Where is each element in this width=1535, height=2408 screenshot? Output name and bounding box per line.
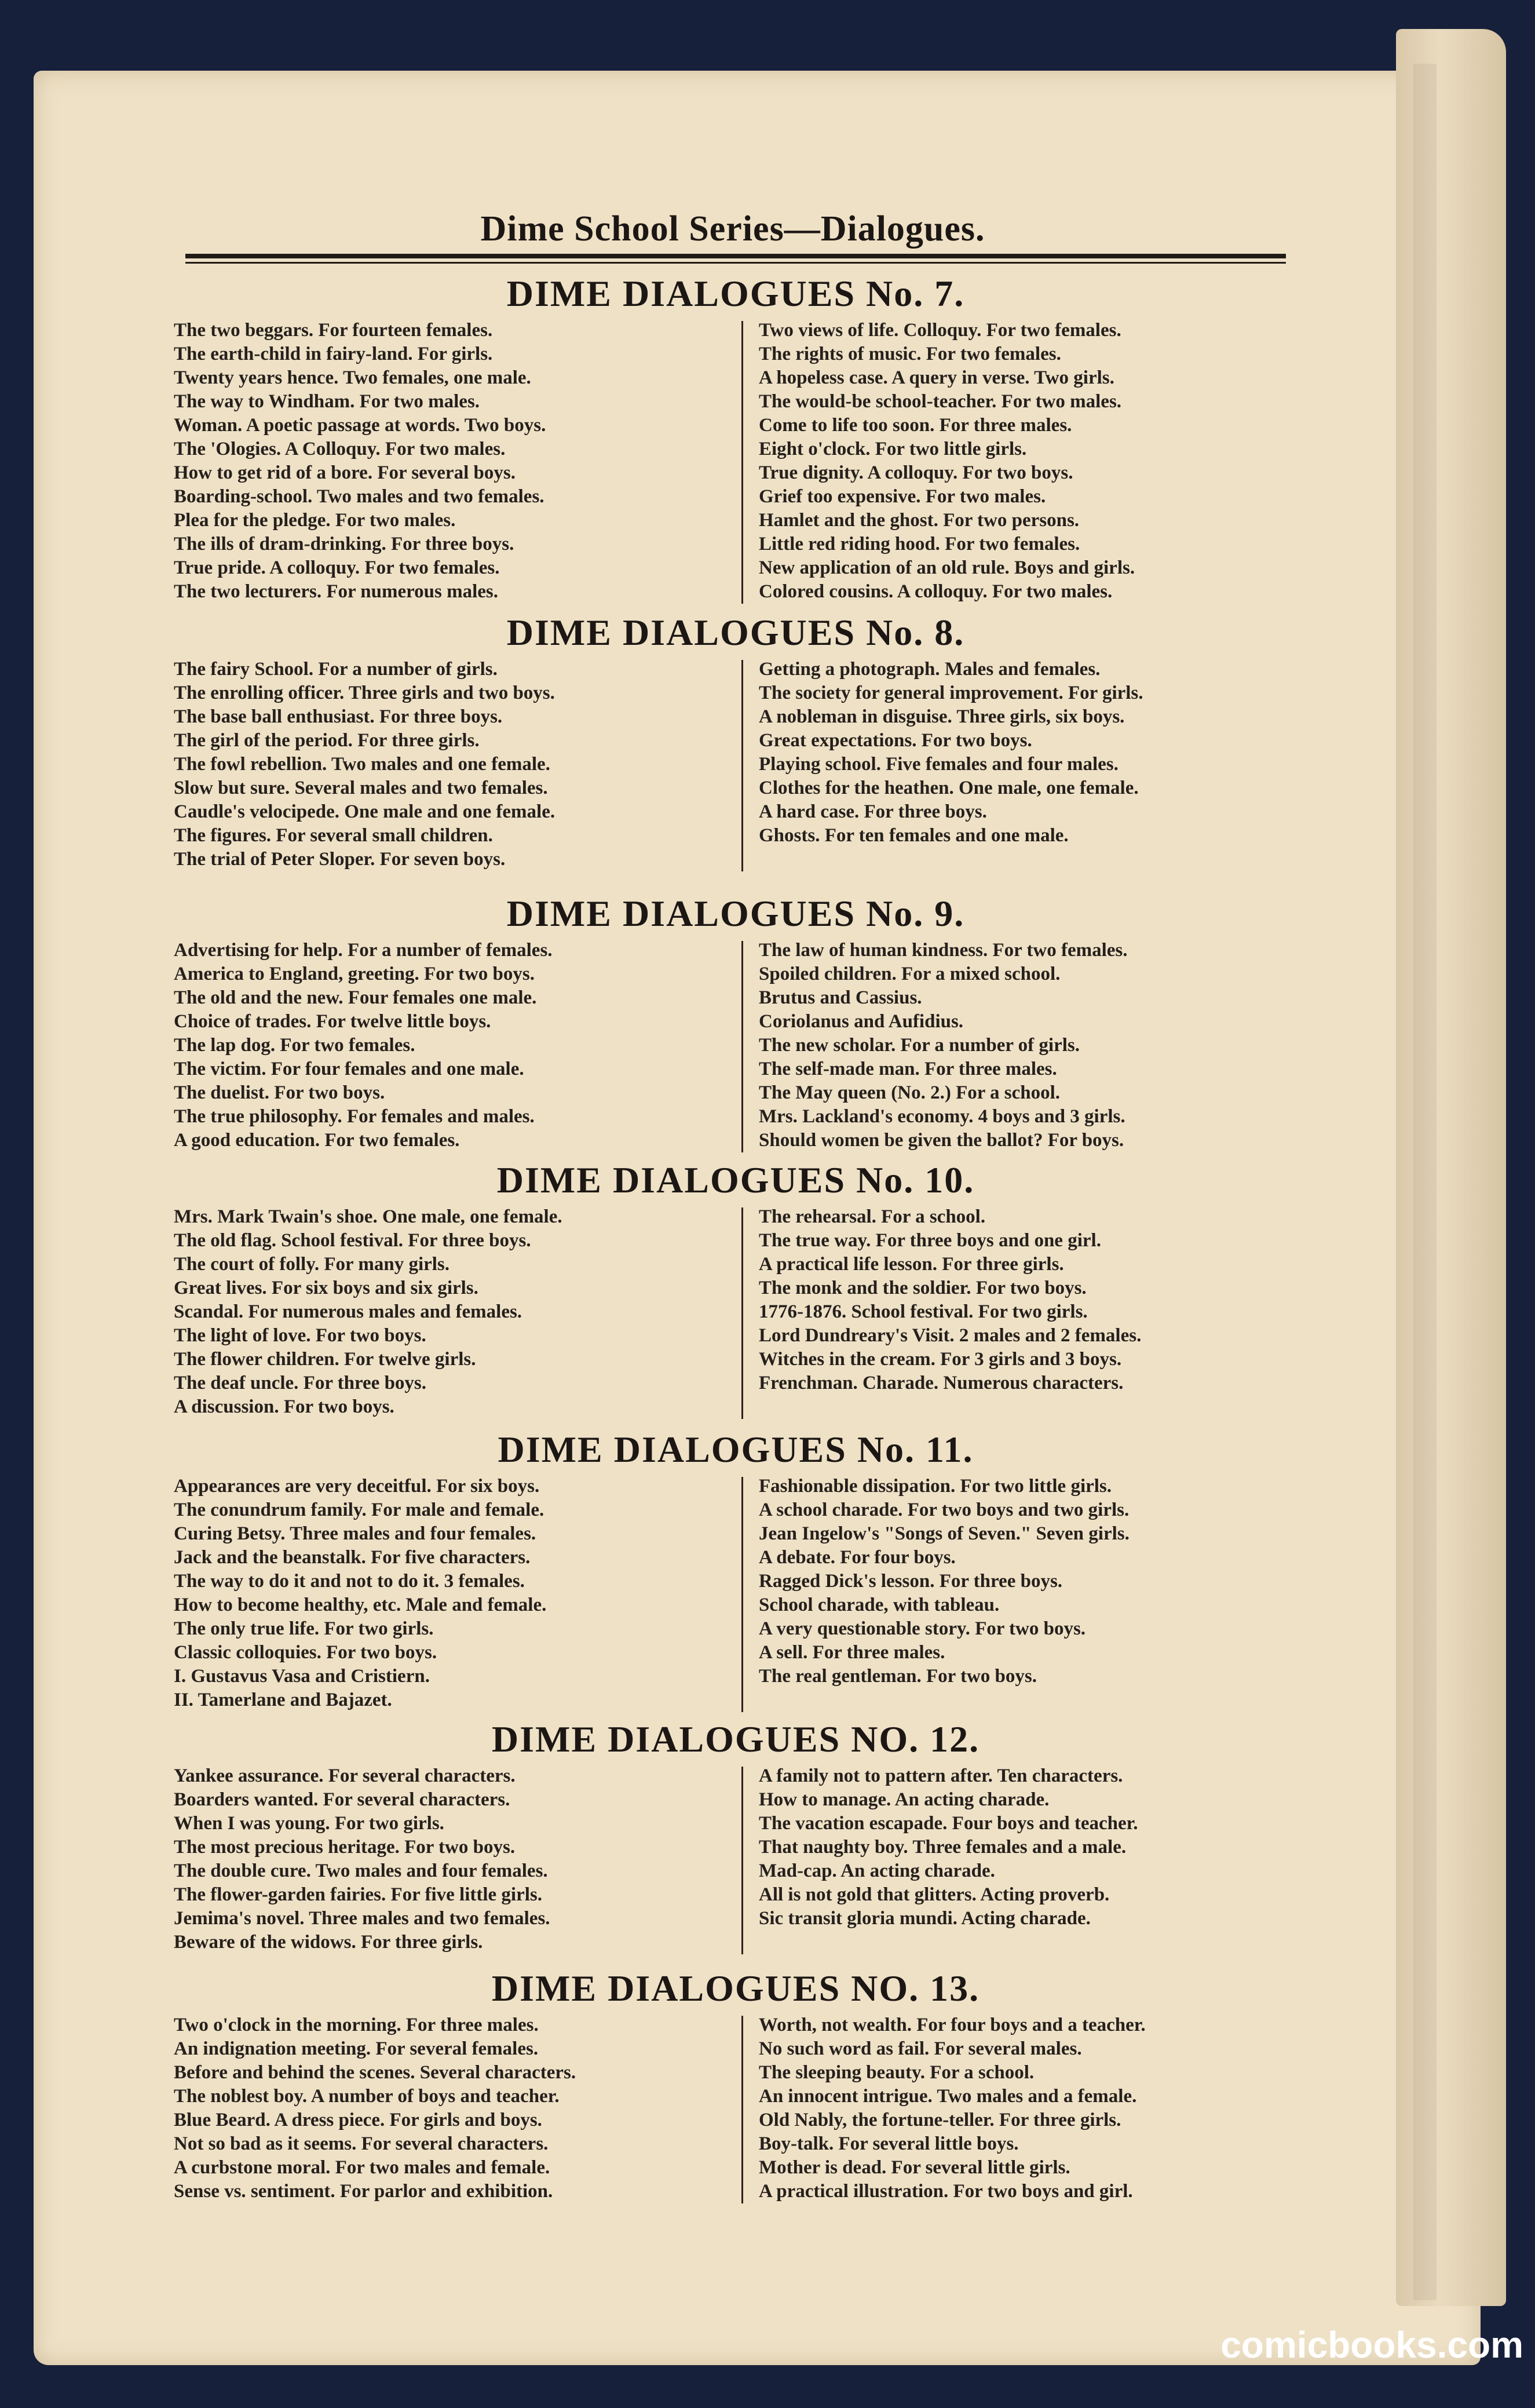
dialogue-entry: Witches in the cream. For 3 girls and 3 boys. <box>759 1349 1122 1370</box>
dialogue-entry: An indignation meeting. For several females. <box>174 2038 539 2059</box>
dialogue-entry: Beware of the widows. For three girls. <box>174 1932 483 1953</box>
dialogue-entry: The conundrum family. For male and female. <box>174 1499 544 1520</box>
dialogue-entry: The monk and the soldier. For two boys. <box>759 1278 1087 1298</box>
left-column <box>174 658 724 871</box>
dialogue-entry: The double cure. Two males and four females. <box>174 1860 548 1881</box>
page-gutter-shadow <box>1413 64 1437 2300</box>
dialogue-entry: Curing Betsy. Three males and four females. <box>174 1523 536 1544</box>
column-divider <box>741 321 743 604</box>
dialogue-entry: A sell. For three males. <box>759 1642 945 1663</box>
dialogue-entry: A practical life lesson. For three girls. <box>759 1254 1064 1275</box>
column-divider <box>741 941 743 1152</box>
dialogue-entry: Before and behind the scenes. Several characters. <box>174 2062 576 2083</box>
dialogue-entry: The law of human kindness. For two females. <box>759 940 1128 961</box>
dialogue-entry: School charade, with tableau. <box>759 1595 1000 1615</box>
dialogue-entry: Classic colloquies. For two boys. <box>174 1642 437 1663</box>
section-title: DIME DIALOGUES No. 9. <box>506 893 965 934</box>
dialogue-entry: The court of folly. For many girls. <box>174 1254 450 1275</box>
dialogue-entry: The society for general improvement. For girls. <box>759 683 1143 703</box>
column-divider <box>741 1767 743 1954</box>
dialogue-entry: No such word as fail. For several males. <box>759 2038 1082 2059</box>
dialogue-entry: True dignity. A colloquy. For two boys. <box>759 462 1073 483</box>
dialogue-entry: Mrs. Mark Twain's shoe. One male, one female. <box>174 1206 562 1227</box>
right-column <box>759 658 1309 848</box>
dialogue-entry: Spoiled children. For a mixed school. <box>759 964 1061 984</box>
dialogue-entry: All is not gold that glitters. Acting proverb. <box>759 1884 1110 1905</box>
dialogue-entry: A family not to pattern after. Ten characters. <box>759 1765 1123 1786</box>
dialogue-entry: I. Gustavus Vasa and Cristiern. <box>174 1666 430 1687</box>
dialogue-entry: Plea for the pledge. For two males. <box>174 510 456 531</box>
dialogue-entry: Ghosts. For ten females and one male. <box>759 825 1069 846</box>
dialogue-entry: A school charade. For two boys and two girls. <box>759 1499 1130 1520</box>
section-title: DIME DIALOGUES No. 11. <box>498 1429 974 1470</box>
dialogue-entry: Eight o'clock. For two little girls. <box>759 439 1027 459</box>
column-divider <box>741 660 743 871</box>
watermark: comicbooks.com <box>1220 2324 1523 2366</box>
dialogue-entry: Ragged Dick's lesson. For three boys. <box>759 1571 1063 1592</box>
dialogue-entry: The old and the new. Four females one male. <box>174 987 537 1008</box>
dialogue-entry: Getting a photograph. Males and females. <box>759 659 1101 680</box>
dialogue-entry: The fowl rebellion. Two males and one female. <box>174 754 550 775</box>
dialogue-entry: A very questionable story. For two boys. <box>759 1618 1086 1639</box>
dialogue-entry: The only true life. For two girls. <box>174 1618 434 1639</box>
dialogue-entry: Great expectations. For two boys. <box>759 730 1032 751</box>
dialogue-entry: The would-be school-teacher. For two males. <box>759 391 1122 412</box>
right-column <box>759 1764 1309 1931</box>
dialogue-entry: The 'Ologies. A Colloquy. For two males. <box>174 439 506 459</box>
dialogue-entry: Should women be given the ballot? For boys. <box>759 1130 1124 1151</box>
dialogue-entry: Woman. A poetic passage at words. Two boys. <box>174 415 546 436</box>
dialogue-entry: A practical illustration. For two boys and girl. <box>759 2181 1133 2202</box>
dialogue-entry: A discussion. For two boys. <box>174 1396 394 1417</box>
dialogue-entry: The victim. For four females and one male. <box>174 1059 524 1079</box>
dialogue-entry: How to become healthy, etc. Male and female. <box>174 1595 547 1615</box>
dialogue-entry: The duelist. For two boys. <box>174 1082 385 1103</box>
dialogue-entry: Caudle's velocipede. One male and one female. <box>174 801 555 822</box>
dialogue-entry: The deaf uncle. For three boys. <box>174 1373 427 1393</box>
column-divider <box>741 1477 743 1712</box>
dialogue-entry: Jemima's novel. Three males and two females. <box>174 1908 550 1929</box>
header-rule-thin <box>185 262 1286 264</box>
series-header: Dime School Series—Dialogues. <box>480 209 985 249</box>
dialogue-entry: Mother is dead. For several little girls. <box>759 2157 1070 2178</box>
section-title: DIME DIALOGUES No. 8. <box>506 612 965 653</box>
dialogue-entry: The girl of the period. For three girls. <box>174 730 480 751</box>
section-title: DIME DIALOGUES NO. 13. <box>491 1968 980 2009</box>
dialogue-entry: A debate. For four boys. <box>759 1547 956 1568</box>
left-column <box>174 939 724 1152</box>
dialogue-entry: The light of love. For two boys. <box>174 1325 426 1346</box>
dialogue-entry: The two lecturers. For numerous males. <box>174 581 499 602</box>
dialogue-entry: Mrs. Lackland's economy. 4 boys and 3 girls. <box>759 1106 1125 1127</box>
dialogue-entry: Great lives. For six boys and six girls. <box>174 1278 478 1298</box>
dialogue-entry: Sic transit gloria mundi. Acting charade. <box>759 1908 1091 1929</box>
page-fold-edge <box>1396 29 1506 2306</box>
dialogue-entry: A good education. For two females. <box>174 1130 460 1151</box>
dialogue-entry: The flower children. For twelve girls. <box>174 1349 476 1370</box>
dialogue-entry: Grief too expensive. For two males. <box>759 486 1046 507</box>
dialogue-entry: The real gentleman. For two boys. <box>759 1666 1037 1687</box>
right-column <box>759 939 1309 1152</box>
section-title: DIME DIALOGUES No. 10. <box>496 1159 975 1201</box>
left-column <box>174 2013 724 2203</box>
dialogue-entry: Come to life too soon. For three males. <box>759 415 1072 436</box>
dialogue-entry: Brutus and Cassius. <box>759 987 922 1008</box>
right-column <box>759 1205 1309 1395</box>
dialogue-entry: The self-made man. For three males. <box>759 1059 1057 1079</box>
dialogue-entry: The rehearsal. For a school. <box>759 1206 986 1227</box>
dialogue-entry: That naughty boy. Three females and a male. <box>759 1837 1127 1858</box>
dialogue-entry: Boy-talk. For several little boys. <box>759 2133 1019 2154</box>
dialogue-entry: Old Nably, the fortune-teller. For three girls. <box>759 2110 1121 2130</box>
dialogue-entry: The vacation escapade. Four boys and teacher. <box>759 1813 1138 1834</box>
dialogue-entry: Two views of life. Colloquy. For two females. <box>759 320 1121 341</box>
dialogue-entry: The way to Windham. For two males. <box>174 391 480 412</box>
dialogue-entry: The true philosophy. For females and males. <box>174 1106 535 1127</box>
right-column <box>759 2013 1309 2203</box>
dialogue-entry: A nobleman in disguise. Three girls, six boys. <box>759 706 1125 727</box>
dialogue-entry: A hard case. For three boys. <box>759 801 987 822</box>
dialogue-entry: The ills of dram-drinking. For three boys. <box>174 534 514 554</box>
dialogue-entry: When I was young. For two girls. <box>174 1813 444 1834</box>
dialogue-entry: The old flag. School festival. For three boys. <box>174 1230 531 1251</box>
section-title: DIME DIALOGUES No. 7. <box>506 273 965 314</box>
dialogue-entry: Frenchman. Charade. Numerous characters. <box>759 1373 1124 1393</box>
dialogue-entry: The true way. For three boys and one girl. <box>759 1230 1101 1251</box>
dialogue-entry: Twenty years hence. Two females, one male. <box>174 367 531 388</box>
dialogue-entry: Fashionable dissipation. For two little girls. <box>759 1476 1112 1497</box>
right-column <box>759 319 1309 604</box>
left-column <box>174 1205 724 1419</box>
dialogue-entry: Clothes for the heathen. One male, one female. <box>759 778 1139 798</box>
dialogue-entry: II. Tamerlane and Bajazet. <box>174 1690 392 1710</box>
dialogue-entry: How to get rid of a bore. For several boys. <box>174 462 516 483</box>
dialogue-entry: Mad-cap. An acting charade. <box>759 1860 995 1881</box>
dialogue-entry: The most precious heritage. For two boys. <box>174 1837 516 1858</box>
dialogue-entry: 1776-1876. School festival. For two girls. <box>759 1301 1088 1322</box>
dialogue-entry: The lap dog. For two females. <box>174 1035 415 1056</box>
dialogue-entry: New application of an old rule. Boys and girls. <box>759 557 1135 578</box>
dialogue-entry: A hopeless case. A query in verse. Two girls. <box>759 367 1114 388</box>
dialogue-entry: Blue Beard. A dress piece. For girls and boys. <box>174 2110 542 2130</box>
header-rule <box>185 254 1286 258</box>
dialogue-entry: A curbstone moral. For two males and female. <box>174 2157 550 2178</box>
dialogue-entry: Jean Ingelow's "Songs of Seven." Seven girls. <box>759 1523 1130 1544</box>
dialogue-entry: The way to do it and not to do it. 3 females. <box>174 1571 525 1592</box>
dialogue-entry: Jack and the beanstalk. For five characters. <box>174 1547 531 1568</box>
left-column <box>174 1475 724 1712</box>
dialogue-entry: Colored cousins. A colloquy. For two males. <box>759 581 1113 602</box>
dialogue-entry: Yankee assurance. For several characters. <box>174 1765 516 1786</box>
dialogue-entry: Slow but sure. Several males and two females. <box>174 778 548 798</box>
dialogue-entry: Boarders wanted. For several characters. <box>174 1789 510 1810</box>
dialogue-entry: The figures. For several small children. <box>174 825 493 846</box>
dialogue-entry: Appearances are very deceitful. For six boys. <box>174 1476 540 1497</box>
left-column <box>174 1764 724 1954</box>
column-divider <box>741 2016 743 2203</box>
dialogue-entry: The enrolling officer. Three girls and two boys. <box>174 683 555 703</box>
dialogue-entry: Little red riding hood. For two females. <box>759 534 1080 554</box>
dialogue-entry: Choice of trades. For twelve little boys. <box>174 1011 491 1032</box>
dialogue-entry: An innocent intrigue. Two males and a female. <box>759 2086 1137 2107</box>
right-column <box>759 1475 1309 1688</box>
dialogue-entry: Scandal. For numerous males and females. <box>174 1301 522 1322</box>
dialogue-entry: America to England, greeting. For two boys. <box>174 964 535 984</box>
dialogue-entry: The flower-garden fairies. For five little girls. <box>174 1884 542 1905</box>
dialogue-entry: Advertising for help. For a number of females. <box>174 940 553 961</box>
dialogue-entry: The May queen (No. 2.) For a school. <box>759 1082 1061 1103</box>
dialogue-entry: Coriolanus and Aufidius. <box>759 1011 964 1032</box>
dialogue-entry: Not so bad as it seems. For several characters. <box>174 2133 549 2154</box>
dialogue-entry: The new scholar. For a number of girls. <box>759 1035 1080 1056</box>
dialogue-entry: The base ball enthusiast. For three boys. <box>174 706 503 727</box>
section-title: DIME DIALOGUES NO. 12. <box>491 1719 980 1760</box>
dialogue-entry: Lord Dundreary's Visit. 2 males and 2 females. <box>759 1325 1142 1346</box>
dialogue-entry: Sense vs. sentiment. For parlor and exhibition. <box>174 2181 553 2202</box>
dialogue-entry: Worth, not wealth. For four boys and a teacher. <box>759 2015 1146 2035</box>
dialogue-entry: The trial of Peter Sloper. For seven boys. <box>174 849 506 870</box>
dialogue-entry: The rights of music. For two females. <box>759 344 1061 364</box>
dialogue-entry: Boarding-school. Two males and two females. <box>174 486 544 507</box>
dialogue-entry: Hamlet and the ghost. For two persons. <box>759 510 1080 531</box>
dialogue-entry: The sleeping beauty. For a school. <box>759 2062 1035 2083</box>
dialogue-entry: Playing school. Five females and four males. <box>759 754 1119 775</box>
dialogue-entry: The noblest boy. A number of boys and teacher. <box>174 2086 560 2107</box>
dialogue-entry: Two o'clock in the morning. For three males. <box>174 2015 539 2035</box>
left-column <box>174 319 724 604</box>
dialogue-entry: The fairy School. For a number of girls. <box>174 659 498 680</box>
dialogue-entry: The two beggars. For fourteen females. <box>174 320 493 341</box>
dialogue-entry: True pride. A colloquy. For two females. <box>174 557 500 578</box>
dialogue-entry: How to manage. An acting charade. <box>759 1789 1050 1810</box>
dialogue-entry: The earth-child in fairy-land. For girls. <box>174 344 493 364</box>
column-divider <box>741 1207 743 1419</box>
